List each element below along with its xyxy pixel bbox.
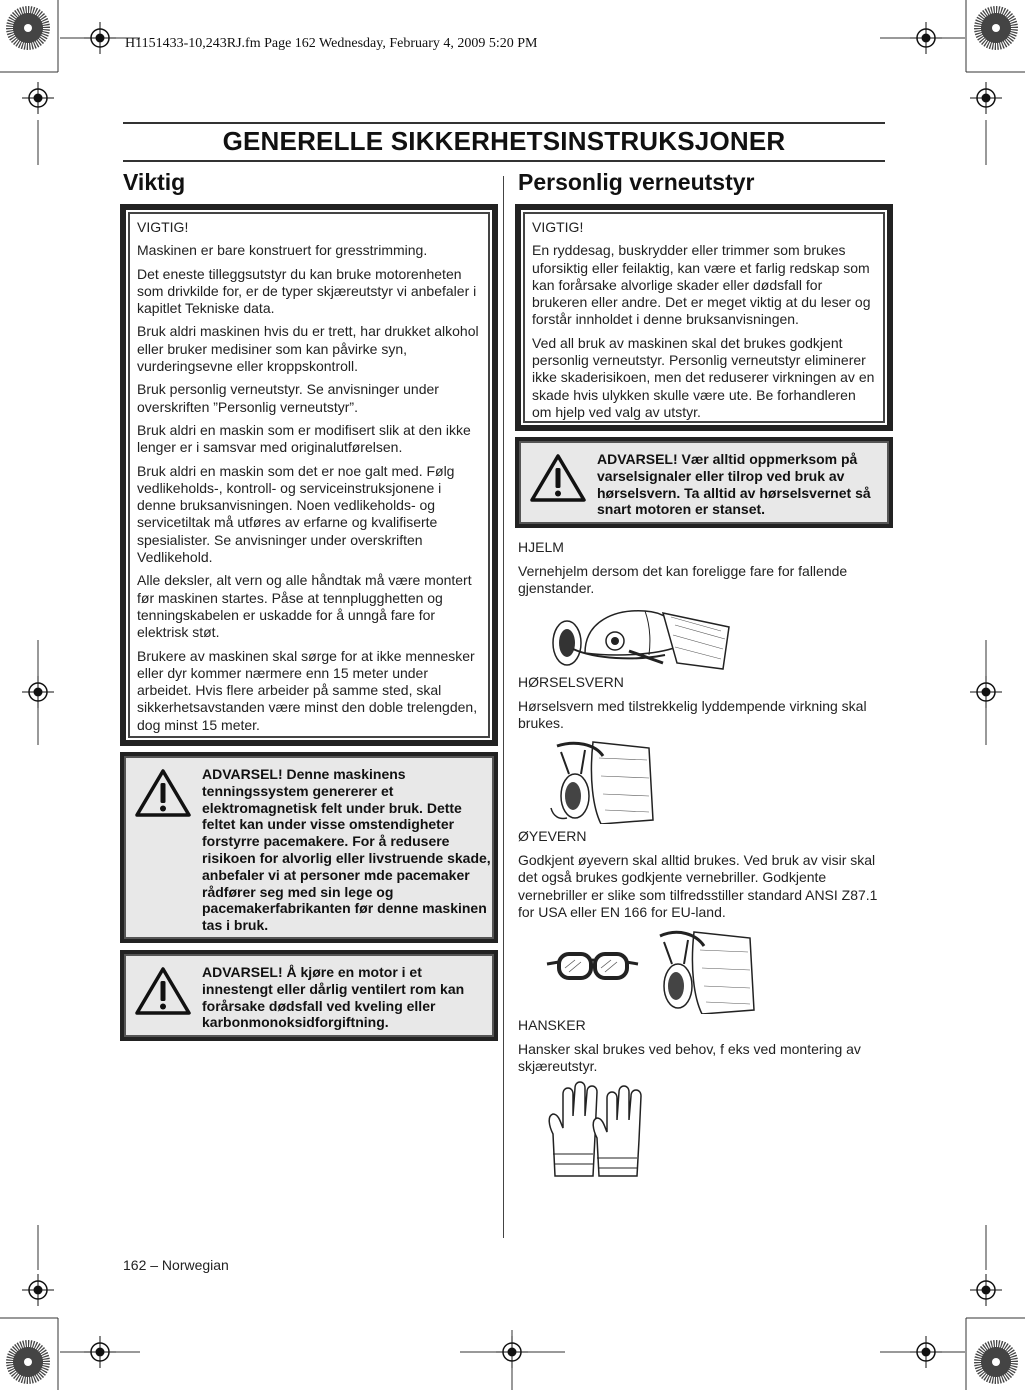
important-paragraph: En ryddesag, buskrydder eller trimmer som brukes uforsiktig eller feilaktig, kan være et farlig redskap som kan forårsake alvorlige skader eller dødsfall for brukeren eller andre. Det er meget viktig at du leser og forstår innholdet i denne bruksanvisningen. bbox=[532, 242, 871, 328]
title-top-rule bbox=[123, 122, 885, 124]
title-bottom-rule bbox=[123, 160, 885, 162]
registration-mark-icon bbox=[22, 676, 54, 708]
warning-triangle-icon bbox=[529, 453, 587, 503]
page-title: GENERELLE SIKKERHETSINSTRUKSJONER bbox=[222, 126, 786, 156]
registration-mark-icon bbox=[84, 1336, 116, 1368]
registration-mark-icon bbox=[22, 1274, 54, 1306]
important-paragraph: Bruk aldri maskinen hvis du er trett, har drukket alkohol eller bruker medisiner som kan påvirke syn, vurderingsevne eller kroppskontroll. bbox=[137, 323, 479, 375]
important-box bbox=[120, 204, 498, 746]
item-label-hearing: HØRSELSVERN bbox=[518, 674, 624, 690]
registration-mark-icon bbox=[970, 676, 1002, 708]
important-label: VIGTIG! bbox=[532, 219, 584, 235]
color-target-icon bbox=[974, 1340, 1018, 1384]
important-paragraph: Bruk aldri en maskin som er modifisert slik at den ikke lenger er i samsvar med originalutførelsen. bbox=[137, 421, 471, 456]
item-label-helmet: HJELM bbox=[518, 539, 564, 555]
warning-triangle-icon bbox=[134, 966, 192, 1016]
warning-box-pacemaker bbox=[120, 752, 498, 943]
important-paragraph: Ved all bruk av maskinen skal det brukes godkjent personlig verneutstyr. Personlig verneutstyr eliminerer ikke skaderisikoen, men det reduserer virkningen av en skade hvis ulykken skulle være ute. Be forhandleren om hjelp ved valg av utstyr. bbox=[532, 334, 875, 420]
important-box bbox=[515, 204, 893, 431]
helmet-with-visor-icon bbox=[545, 603, 733, 671]
item-label-gloves: HANSKER bbox=[518, 1017, 586, 1033]
registration-mark-icon bbox=[910, 22, 942, 54]
registration-mark-icon bbox=[910, 1336, 942, 1368]
warning-triangle-icon bbox=[134, 768, 192, 818]
section-heading-verneutstyr: Personlig verneutstyr bbox=[518, 169, 755, 195]
warning-box-hearing bbox=[515, 437, 893, 528]
important-paragraph: Alle deksler, alt vern og alle håndtak må være montert før maskinen startes. Påse at tennplugghetten og tenningskabelen er uskadde for å unngå fare for elektrisk støt. bbox=[137, 572, 472, 641]
important-paragraph: Bruk personlig verneutstyr. Se anvisninger under overskriften ”Personlig verneutstyr”. bbox=[137, 381, 439, 415]
safety-glasses-icon bbox=[545, 924, 640, 984]
item-text-helmet: Vernehjelm dersom det kan foreligge fare for fallende gjenstander. bbox=[518, 563, 848, 597]
warning-text-hearing: ADVARSEL! Vær alltid oppmerksom på varselsignaler eller tilrop ved bruk av hørselsvern. Ta alltid av hørselsvernet så snart motoren er stanset. bbox=[597, 451, 871, 518]
item-text-gloves: Hansker skal brukes ved behov, f eks ved montering av skjæreutstyr. bbox=[518, 1041, 861, 1075]
important-paragraph: Bruk aldri en maskin som det er noe galt med. Følg vedlikeholds-, kontroll- og serviceinstruksjonene i denne bruksanvisningen. Noen vedlikeholds- og servicetiltak må utføres av erfarne og kvalifiserte spesialister. Se anvisninger under overskriften Vedlikehold. bbox=[137, 462, 455, 566]
warning-text-pacemaker: ADVARSEL! Denne maskinens tenningssystem genererer et elektromagnetisk felt under bruk. Dette feltet kan under visse omstendigheter forstyrre pacemakere. For å redusere risikoen for alvorlig eller livstruende skade, anbefaler vi at personer mde pacemaker rådfører seg med sin lege og pacemakerfabrikanten før denne maskinen tas i bruk. bbox=[202, 766, 491, 934]
visor-with-earmuffs-icon bbox=[650, 926, 755, 1014]
registration-mark-icon bbox=[496, 1336, 528, 1368]
page-footer: 162 – Norwegian bbox=[123, 1257, 229, 1273]
registration-mark-icon bbox=[970, 82, 1002, 114]
color-target-icon bbox=[6, 6, 50, 50]
color-target-icon bbox=[6, 1340, 50, 1384]
item-label-eye: ØYEVERN bbox=[518, 828, 587, 844]
important-paragraph: Maskinen er bare konstruert for gresstrimming. bbox=[137, 242, 428, 259]
item-text-hearing: Hørselsvern med tilstrekkelig lyddempende virkning skal brukes. bbox=[518, 698, 867, 732]
section-heading-viktig: Viktig bbox=[123, 169, 186, 195]
registration-mark-icon bbox=[970, 1274, 1002, 1306]
file-header: H1151433-10,243RJ.fm Page 162 Wednesday, February 4, 2009 5:20 PM bbox=[125, 36, 538, 51]
column-divider bbox=[503, 176, 504, 1238]
hearing-protection-visor-icon bbox=[545, 738, 655, 824]
warning-text-ventilation: ADVARSEL! Å kjøre en motor i et innestengt eller dårlig ventilert rom kan forårsake dødsfall ved kveling eller karbonmonoksidforgiftning. bbox=[202, 964, 465, 1031]
color-target-icon bbox=[974, 6, 1018, 50]
warning-box-ventilation bbox=[120, 950, 498, 1041]
registration-mark-icon bbox=[22, 82, 54, 114]
important-paragraph: Brukere av maskinen skal sørge for at ikke mennesker eller dyr kommer nærmere enn 15 meter under arbeidet. Hvis flere arbeider på samme sted, skal sikkerhetsavstanden være minst den doble trelengden, dog minst 15 meter. bbox=[137, 647, 478, 733]
registration-mark-icon bbox=[84, 22, 116, 54]
important-paragraph: Det eneste tilleggsutstyr du kan bruke motorenheten som drivkilde for, er de typer skjæreutstyr vi anbefaler i kapitlet Tekniske data. bbox=[137, 265, 477, 317]
work-gloves-icon bbox=[545, 1080, 649, 1180]
important-label: VIGTIG! bbox=[137, 219, 189, 235]
item-text-eye: Godkjent øyevern skal alltid brukes. Ved bruk av visir skal det også brukes godkjente vernebriller. Godkjente vernebriller er slike som tilfredsstiller standard ANSI Z87.1 for USA eller EN 166 for EU-land. bbox=[518, 852, 878, 921]
